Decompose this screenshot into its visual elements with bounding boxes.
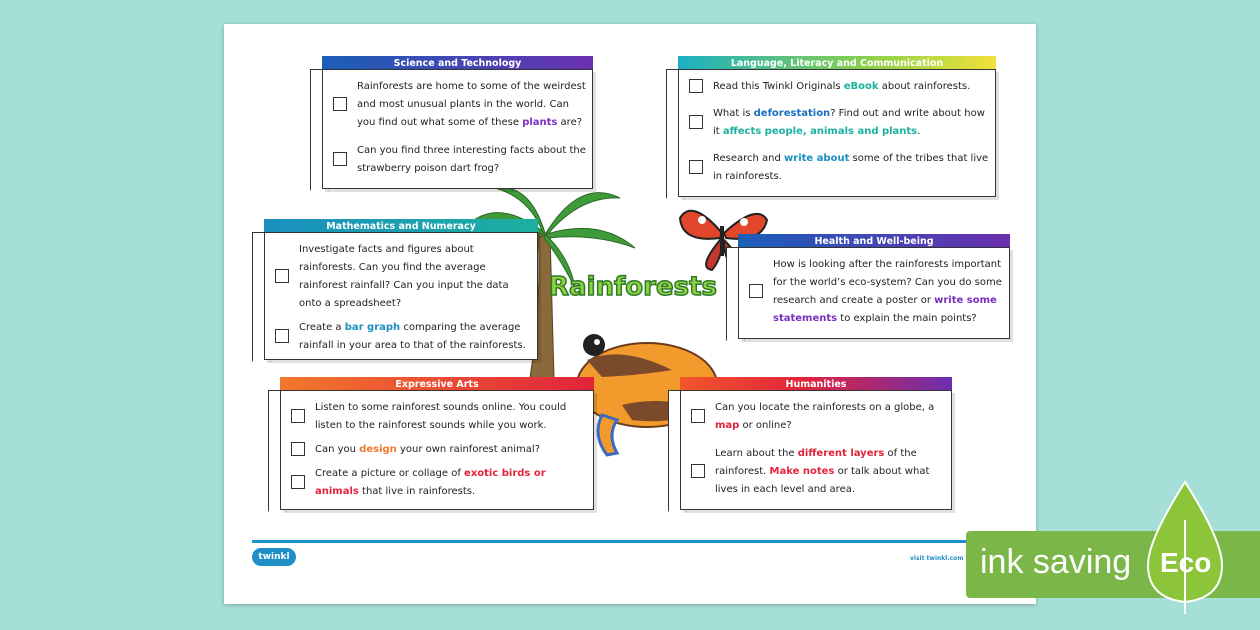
checklist-item <box>679 105 995 141</box>
checkbox[interactable] <box>689 160 703 174</box>
highlight-text: write about <box>784 153 850 164</box>
item-text: Listen to some rainforest sounds online. You could listen to the rainforest sounds while you work. <box>315 402 567 431</box>
item-text: are? <box>557 117 583 128</box>
item-text: How is looking after the rainforests important for the world’s eco-system? Can you do some research and create a poster or <box>773 259 1002 306</box>
item-text: Read this Twinkl Originals <box>713 81 844 92</box>
item-text: Research and <box>713 153 785 164</box>
item-text: Can you <box>315 444 360 455</box>
item-text: Can you locate the rainforests on a globe, a <box>715 402 935 413</box>
item-text: or online? <box>739 420 792 431</box>
item-text: comparing the average rainfall in your area to that of the rainforests. <box>299 322 526 351</box>
checkbox[interactable] <box>275 329 289 343</box>
item-text: Create a picture or collage of <box>315 468 465 479</box>
highlight-text: different layers <box>797 448 885 459</box>
highlight-text: plants <box>522 117 558 128</box>
highlight-text: affects people, animals and plants <box>722 126 918 137</box>
checkbox[interactable] <box>689 79 703 93</box>
checklist-item <box>323 142 592 178</box>
item-text: Rainforests are home to some of the weirdest and most unusual plants in the world. Can you find out what some of these <box>357 81 586 128</box>
eco-label: Eco <box>1160 547 1212 578</box>
card-maths <box>252 219 538 369</box>
card-body <box>680 390 952 510</box>
item-text: Learn about the <box>715 448 798 459</box>
checkbox[interactable] <box>291 475 305 489</box>
item-text: to explain the main points? <box>837 313 977 324</box>
card-language <box>666 56 996 194</box>
item-text: or talk about what lives in each level and area. <box>715 466 930 495</box>
checklist-item-text <box>315 399 587 435</box>
card-health <box>726 234 1010 344</box>
checkbox[interactable] <box>691 409 705 423</box>
checklist-item <box>739 256 1009 328</box>
highlight-text: exotic birds or animals <box>315 468 546 497</box>
page-title: Rainforests <box>549 272 717 302</box>
checklist-item-text <box>715 445 945 499</box>
card-body <box>738 247 1010 339</box>
card-header-label: Humanities <box>785 379 847 390</box>
checkbox[interactable] <box>691 464 705 478</box>
checklist-item-text <box>773 256 1003 328</box>
checkbox[interactable] <box>291 442 305 456</box>
checklist-item-text <box>357 142 586 178</box>
checklist-item-text <box>713 105 989 141</box>
highlight-text: Make notes <box>769 466 835 477</box>
item-text: Investigate facts and figures about rainforests. Can you find the average rainforest rainfall? Can you input the data onto a spreadsheet? <box>299 244 509 309</box>
checklist-item <box>681 445 951 499</box>
card-humanities <box>668 377 952 517</box>
twinkl-logo: twinkl <box>252 548 296 566</box>
checklist-item <box>679 150 995 186</box>
checklist-item-text <box>315 465 587 501</box>
highlight-text: write some statements <box>773 295 997 324</box>
ink-saving-label: ink saving <box>980 543 1132 581</box>
checkbox[interactable] <box>333 97 347 111</box>
card-body <box>322 69 593 189</box>
checkbox[interactable] <box>749 284 763 298</box>
highlight-text: eBook <box>843 81 879 92</box>
item-text: Create a <box>299 322 345 333</box>
footer-url: visit twinkl.com <box>910 555 964 562</box>
checklist-item-text <box>713 78 989 96</box>
checklist-item <box>265 319 537 355</box>
card-arts <box>268 377 594 517</box>
highlight-text: deforestation <box>753 108 831 119</box>
highlight-text: map <box>715 420 740 431</box>
item-text: ? Find out and write about how it <box>713 108 985 137</box>
item-text: What is <box>713 108 754 119</box>
checkbox[interactable] <box>291 409 305 423</box>
checklist-item <box>265 241 537 313</box>
checkbox[interactable] <box>333 152 347 166</box>
highlight-text: bar graph <box>344 322 401 333</box>
checklist-item <box>679 78 995 96</box>
checklist-item-text <box>299 241 531 313</box>
highlight-text: design <box>359 444 397 455</box>
card-body <box>264 232 538 360</box>
card-header-label: Mathematics and Numeracy <box>326 221 476 232</box>
checkbox[interactable] <box>689 115 703 129</box>
item-text: that live in rainforests. <box>358 486 476 497</box>
checklist-item <box>281 441 593 459</box>
checklist-item-text <box>715 399 945 435</box>
checklist-item <box>281 399 593 435</box>
checklist-item-text <box>357 78 586 132</box>
card-header-label: Expressive Arts <box>395 379 479 390</box>
footer-divider <box>252 540 1004 543</box>
checklist-item-text <box>299 319 531 355</box>
item-text: about rainforests. <box>878 81 971 92</box>
checkbox[interactable] <box>275 269 289 283</box>
checklist-item <box>323 78 592 132</box>
checklist-item <box>681 399 951 435</box>
item-text: some of the tribes that live in rainforests. <box>713 153 989 182</box>
card-header-label: Language, Literacy and Communication <box>730 58 944 69</box>
card-body <box>280 390 594 510</box>
card-body <box>678 69 996 197</box>
item-text: your own rainforest animal? <box>396 444 540 455</box>
item-text: . <box>917 126 921 137</box>
checklist-item <box>281 465 593 501</box>
card-header-label: Science and Technology <box>393 58 522 69</box>
card-header-label: Health and Well-being <box>814 236 934 247</box>
card-science <box>310 56 593 194</box>
item-text: of the rainforest. <box>715 448 917 477</box>
checklist-item-text <box>315 441 587 459</box>
checklist-item-text <box>713 150 989 186</box>
item-text: Can you find three interesting facts about the strawberry poison dart frog? <box>357 145 586 174</box>
